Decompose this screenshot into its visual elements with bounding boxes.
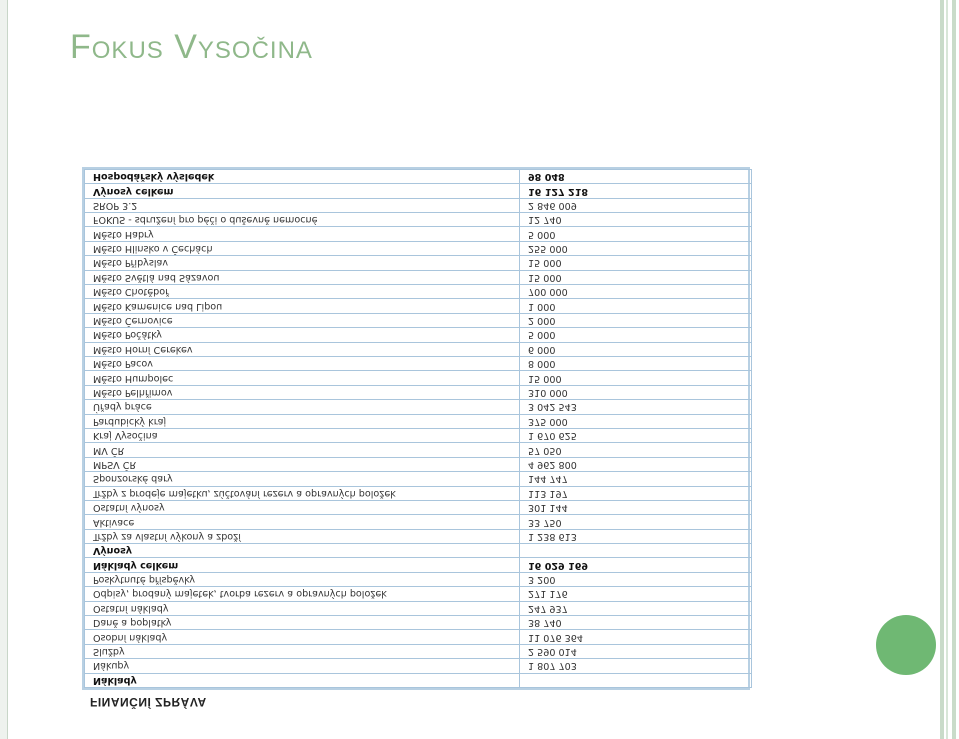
row-value: 12 740 [520,213,752,227]
table-row [85,558,752,572]
table-row [85,457,752,471]
row-value: 5 000 [520,328,752,342]
table-row [85,357,752,371]
row-value: 15 000 [520,270,752,284]
row-value: 2 000 [520,313,752,327]
row-label: Nákupy [85,659,520,673]
row-label: Pardubický kraj [85,414,520,428]
row-label: Náklady [85,673,520,687]
decorative-green-circle [876,615,936,675]
row-label: Ostatní náklady [85,601,520,615]
left-decorative-border [0,0,8,739]
table-row [85,659,752,673]
table-row [85,342,752,356]
row-label: Město Kamenice nad Lipou [85,299,520,313]
row-label: Město Humpolec [85,371,520,385]
row-label: Úřady práce [85,400,520,414]
row-value: 113 197 [520,486,752,500]
row-label: Město Habry [85,227,520,241]
row-label: Služby [85,644,520,658]
row-value: 4 962 800 [520,457,752,471]
row-label: Výnosy [85,544,520,558]
row-value: 6 000 [520,342,752,356]
row-value: 144 747 [520,472,752,486]
row-label: Město Pelhřimov [85,385,520,399]
row-value: 375 000 [520,414,752,428]
table-row [85,515,752,529]
row-value [520,673,752,687]
table-row [85,385,752,399]
row-label: Náklady celkem [85,558,520,572]
row-label: Město Světlá nad Sázavou [85,270,520,284]
row-value: 16 127 218 [520,184,752,198]
table-row [85,184,752,198]
table-row [85,472,752,486]
row-label: Sponzorské dary [85,472,520,486]
row-value: 15 000 [520,371,752,385]
row-label: FOKUS - sdružení pro péči o duševně nemocné [85,213,520,227]
row-value: 255 000 [520,241,752,255]
row-label: SROP 3.2 [85,198,520,212]
table-row [85,328,752,342]
row-label: Výnosy celkem [85,184,520,198]
table-row [85,241,752,255]
row-value: 8 000 [520,357,752,371]
table-row [85,270,752,284]
table-row [85,616,752,630]
table-row [85,299,752,313]
row-label: Město Pacov [85,357,520,371]
table-row [85,169,752,183]
table-row [85,630,752,644]
table-row [85,486,752,500]
row-label: Ostatní výnosy [85,500,520,514]
row-label: Daně a poplatky [85,616,520,630]
table-row [85,400,752,414]
slide-title: Fokus Vysočina [70,28,313,66]
table-row [85,443,752,457]
row-value: 15 000 [520,256,752,270]
table-row [85,313,752,327]
financial-table [84,169,752,688]
report-heading: FINANČNÍ ZPRÁVA [90,695,207,709]
report-table-frame [82,167,750,690]
table-row [85,285,752,299]
right-decorative-border [940,0,944,739]
row-value: 310 000 [520,385,752,399]
table-row [85,544,752,558]
table-row [85,198,752,212]
row-value: 301 144 [520,500,752,514]
table-row [85,601,752,615]
row-label: Město Hlinsko v Čechách [85,241,520,255]
row-label: Hospodářský výsledek [85,169,520,183]
row-value: 700 000 [520,285,752,299]
row-label: MV ČR [85,443,520,457]
table-row [85,213,752,227]
row-value: 1 807 703 [520,659,752,673]
row-value: 2 846 009 [520,198,752,212]
row-value: 3 042 543 [520,400,752,414]
row-value: 57 050 [520,443,752,457]
row-value: 1 670 625 [520,428,752,442]
row-label: Osobní náklady [85,630,520,644]
table-row [85,644,752,658]
table-row [85,428,752,442]
row-label: MPSV ČR [85,457,520,471]
row-value: 1 000 [520,299,752,313]
table-row [85,256,752,270]
row-value: 98 048 [520,169,752,183]
table-row [85,673,752,687]
row-value: 2 590 014 [520,644,752,658]
row-value: 3 200 [520,572,752,586]
row-value [520,544,752,558]
row-label: Tržby za vlastní výkony a zboží [85,529,520,543]
row-value: 33 750 [520,515,752,529]
row-label: Odpisy, prodaný majetek, tvorba rezerv a opravných položek [85,587,520,601]
row-value: 11 076 364 [520,630,752,644]
row-value: 271 176 [520,587,752,601]
table-row [85,529,752,543]
row-label: Město Chotěboř [85,285,520,299]
right-decorative-border-inner [946,0,948,739]
table-row [85,500,752,514]
row-value: 5 000 [520,227,752,241]
row-value: 38 740 [520,616,752,630]
row-label: Aktivace [85,515,520,529]
row-label: Poskytnuté příspěvky [85,572,520,586]
table-row [85,414,752,428]
row-label: Město Přibyslav [85,256,520,270]
financial-report-image [82,114,750,714]
row-value: 16 029 169 [520,558,752,572]
row-label: Město Horní Cerekev [85,342,520,356]
table-row [85,587,752,601]
table-row [85,227,752,241]
row-label: Tržby z prodeje majetku, zúčtování rezerv a opravných položek [85,486,520,500]
row-label: Město Černovice [85,313,520,327]
row-label: Kraj Vysočina [85,428,520,442]
table-row [85,371,752,385]
table-row [85,572,752,586]
row-label: Město Počátky [85,328,520,342]
row-value: 1 238 613 [520,529,752,543]
right-decorative-border-outer [952,0,956,739]
row-value: 247 937 [520,601,752,615]
